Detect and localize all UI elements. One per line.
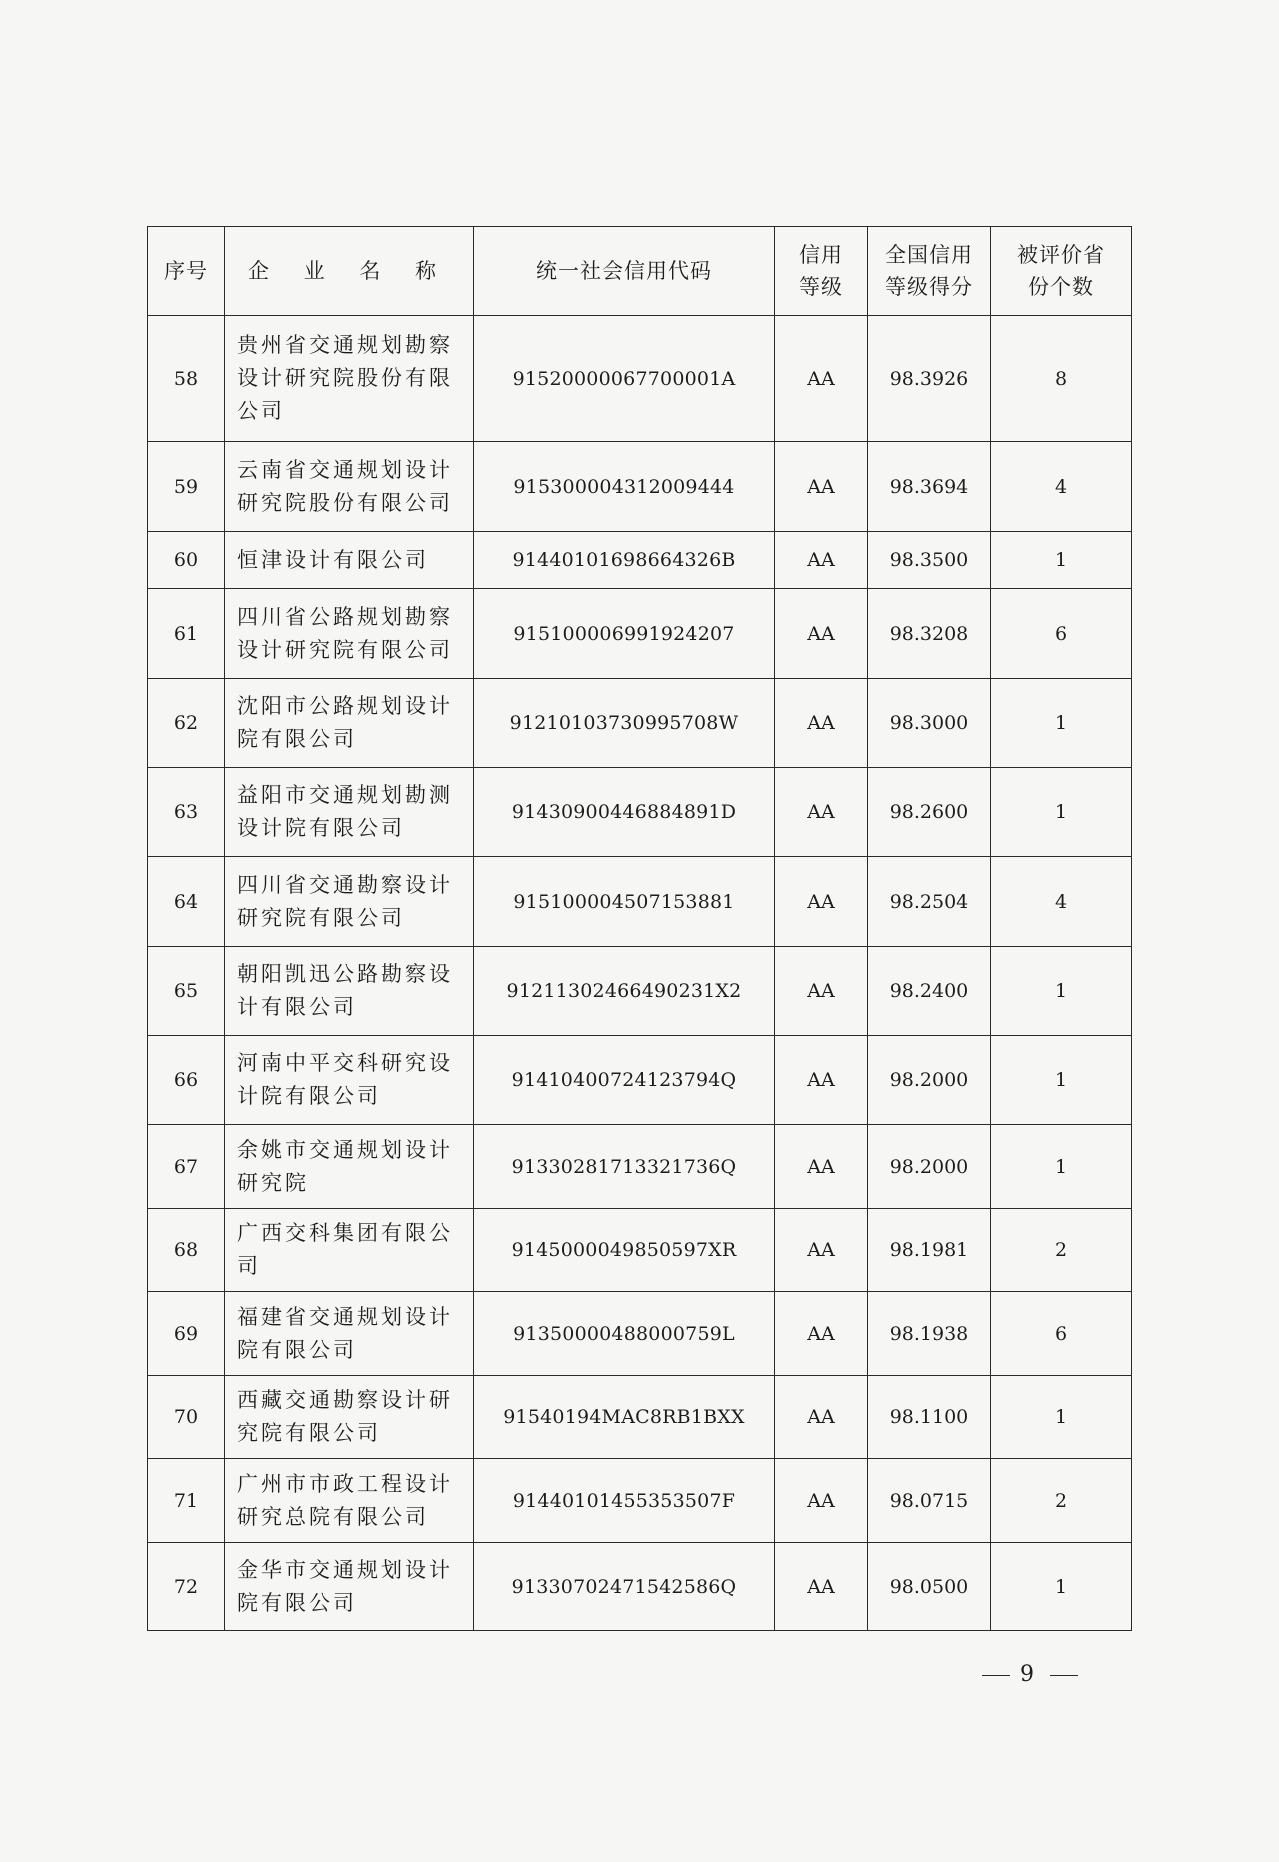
row-index: 70 xyxy=(148,1376,225,1459)
table-row xyxy=(148,1125,1132,1209)
row-company: 益阳市交通规划勘测设计院有限公司 xyxy=(225,768,474,857)
row-index: 60 xyxy=(148,532,225,589)
row-index: 59 xyxy=(148,442,225,532)
row-index: 65 xyxy=(148,947,225,1036)
table-row xyxy=(148,589,1132,679)
row-national-score: 98.3208 xyxy=(868,589,991,679)
row-company: 沈阳市公路规划设计院有限公司 xyxy=(225,679,474,768)
row-rating: AA xyxy=(775,947,868,1036)
row-index: 58 xyxy=(148,316,225,442)
page-number xyxy=(960,1662,1100,1687)
row-rating: AA xyxy=(775,1036,868,1125)
row-index: 64 xyxy=(148,857,225,947)
row-province-count: 6 xyxy=(991,1292,1132,1376)
row-company: 四川省公路规划勘察设计研究院有限公司 xyxy=(225,589,474,679)
header-province-count: 被评价省份个数 xyxy=(991,227,1132,316)
header-credit-code: 统一社会信用代码 xyxy=(474,227,775,316)
credit-rating-table xyxy=(147,226,1132,1631)
row-credit-code: 91540194MAC8RB1BXX xyxy=(474,1376,775,1459)
table-row xyxy=(148,442,1132,532)
table-row xyxy=(148,947,1132,1036)
row-index: 67 xyxy=(148,1125,225,1209)
row-index: 63 xyxy=(148,768,225,857)
row-province-count: 6 xyxy=(991,589,1132,679)
row-company: 恒津设计有限公司 xyxy=(225,532,474,589)
row-rating: AA xyxy=(775,316,868,442)
row-index: 71 xyxy=(148,1459,225,1543)
row-company: 福建省交通规划设计院有限公司 xyxy=(225,1292,474,1376)
row-rating: AA xyxy=(775,768,868,857)
row-company: 云南省交通规划设计研究院股份有限公司 xyxy=(225,442,474,532)
row-credit-code: 91520000067700001A xyxy=(474,316,775,442)
row-province-count: 4 xyxy=(991,442,1132,532)
row-company: 金华市交通规划设计院有限公司 xyxy=(225,1543,474,1631)
row-company: 贵州省交通规划勘察设计研究院股份有限公司 xyxy=(225,316,474,442)
table-row xyxy=(148,1209,1132,1292)
row-rating: AA xyxy=(775,1376,868,1459)
row-credit-code: 915100006991924207 xyxy=(474,589,775,679)
row-national-score: 98.3500 xyxy=(868,532,991,589)
row-company: 河南中平交科研究设计院有限公司 xyxy=(225,1036,474,1125)
row-index: 68 xyxy=(148,1209,225,1292)
row-credit-code: 915100004507153881 xyxy=(474,857,775,947)
row-national-score: 98.2000 xyxy=(868,1125,991,1209)
row-credit-code: 91210103730995708W xyxy=(474,679,775,768)
row-national-score: 98.1981 xyxy=(868,1209,991,1292)
row-rating: AA xyxy=(775,1209,868,1292)
row-province-count: 1 xyxy=(991,532,1132,589)
row-national-score: 98.1938 xyxy=(868,1292,991,1376)
table-row xyxy=(148,1376,1132,1459)
row-national-score: 98.0500 xyxy=(868,1543,991,1631)
row-credit-code: 91211302466490231X2 xyxy=(474,947,775,1036)
row-index: 69 xyxy=(148,1292,225,1376)
row-index: 72 xyxy=(148,1543,225,1631)
row-rating: AA xyxy=(775,857,868,947)
row-national-score: 98.2504 xyxy=(868,857,991,947)
row-rating: AA xyxy=(775,1125,868,1209)
row-national-score: 98.2400 xyxy=(868,947,991,1036)
row-credit-code: 91410400724123794Q xyxy=(474,1036,775,1125)
row-province-count: 1 xyxy=(991,768,1132,857)
row-province-count: 8 xyxy=(991,316,1132,442)
row-province-count: 1 xyxy=(991,947,1132,1036)
row-national-score: 98.2000 xyxy=(868,1036,991,1125)
row-national-score: 98.3694 xyxy=(868,442,991,532)
row-province-count: 2 xyxy=(991,1209,1132,1292)
table-row xyxy=(148,857,1132,947)
table-row xyxy=(148,1459,1132,1543)
row-rating: AA xyxy=(775,1543,868,1631)
header-rating: 信用等级 xyxy=(775,227,868,316)
row-province-count: 1 xyxy=(991,1036,1132,1125)
row-national-score: 98.2600 xyxy=(868,768,991,857)
row-province-count: 2 xyxy=(991,1459,1132,1543)
table-row xyxy=(148,532,1132,589)
row-rating: AA xyxy=(775,589,868,679)
row-rating: AA xyxy=(775,442,868,532)
header-company: 企 业 名 称 xyxy=(225,227,474,316)
page-number-dash-left xyxy=(982,1675,1010,1676)
header-national-score: 全国信用等级得分 xyxy=(868,227,991,316)
row-credit-code: 91440101455353507F xyxy=(474,1459,775,1543)
row-province-count: 1 xyxy=(991,1125,1132,1209)
row-rating: AA xyxy=(775,679,868,768)
table-row xyxy=(148,768,1132,857)
row-national-score: 98.0715 xyxy=(868,1459,991,1543)
row-company: 广州市市政工程设计研究总院有限公司 xyxy=(225,1459,474,1543)
page-number-value: 9 xyxy=(1020,1662,1040,1687)
row-rating: AA xyxy=(775,532,868,589)
header-index: 序号 xyxy=(148,227,225,316)
page-number-dash-right xyxy=(1050,1675,1078,1676)
row-province-count: 4 xyxy=(991,857,1132,947)
row-credit-code: 91330281713321736Q xyxy=(474,1125,775,1209)
row-rating: AA xyxy=(775,1459,868,1543)
row-company: 朝阳凯迅公路勘察设计有限公司 xyxy=(225,947,474,1036)
table-row xyxy=(148,1036,1132,1125)
row-province-count: 1 xyxy=(991,679,1132,768)
row-credit-code: 9145000049850597XR xyxy=(474,1209,775,1292)
row-credit-code: 91430900446884891D xyxy=(474,768,775,857)
row-rating: AA xyxy=(775,1292,868,1376)
row-index: 66 xyxy=(148,1036,225,1125)
table-header-row xyxy=(148,227,1132,316)
table-row xyxy=(148,679,1132,768)
row-company: 西藏交通勘察设计研究院有限公司 xyxy=(225,1376,474,1459)
row-company: 广西交科集团有限公司 xyxy=(225,1209,474,1292)
row-national-score: 98.3000 xyxy=(868,679,991,768)
row-province-count: 1 xyxy=(991,1543,1132,1631)
row-credit-code: 915300004312009444 xyxy=(474,442,775,532)
row-credit-code: 91440101698664326B xyxy=(474,532,775,589)
row-credit-code: 91330702471542586Q xyxy=(474,1543,775,1631)
row-national-score: 98.3926 xyxy=(868,316,991,442)
table-row xyxy=(148,1543,1132,1631)
table-row xyxy=(148,316,1132,442)
row-credit-code: 91350000488000759L xyxy=(474,1292,775,1376)
row-company: 四川省交通勘察设计研究院有限公司 xyxy=(225,857,474,947)
row-index: 62 xyxy=(148,679,225,768)
row-index: 61 xyxy=(148,589,225,679)
row-company: 余姚市交通规划设计研究院 xyxy=(225,1125,474,1209)
table-row xyxy=(148,1292,1132,1376)
row-province-count: 1 xyxy=(991,1376,1132,1459)
row-national-score: 98.1100 xyxy=(868,1376,991,1459)
